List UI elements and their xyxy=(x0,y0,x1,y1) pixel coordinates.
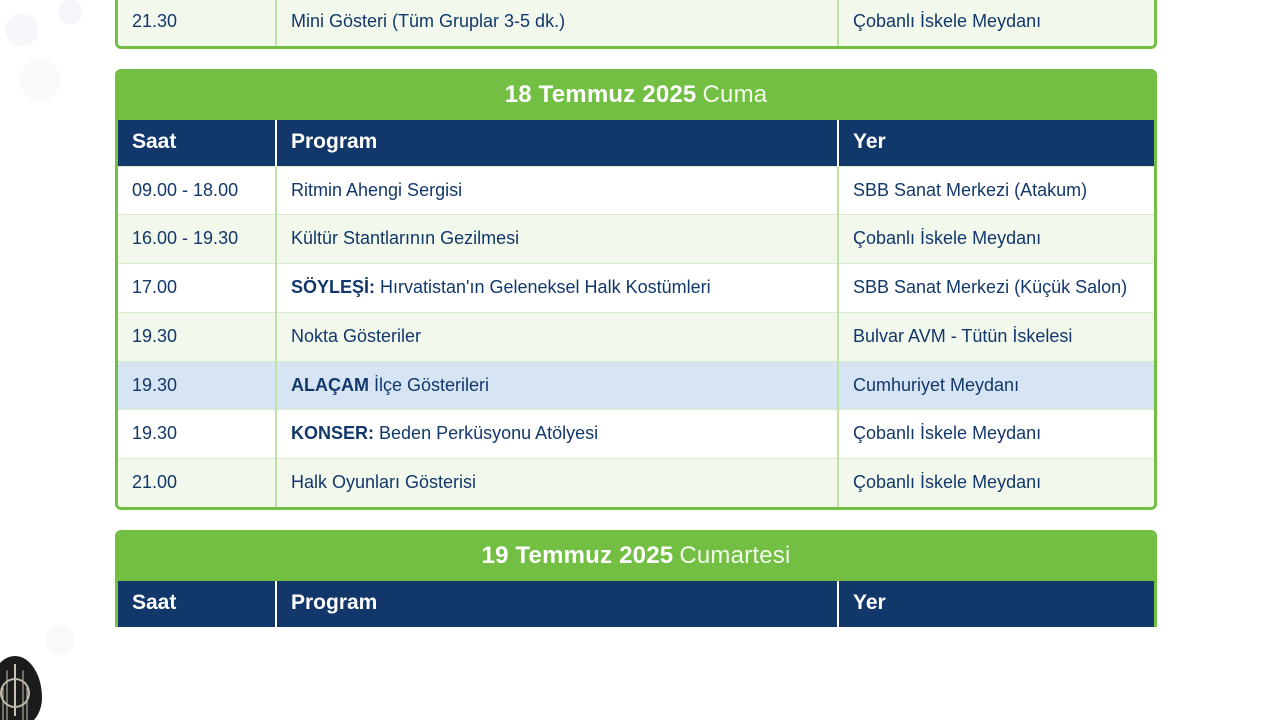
cell-time: 17.00 xyxy=(118,264,276,313)
cell-place: Çobanlı İskele Meydanı xyxy=(838,215,1154,264)
program-label-bold: SÖYLEŞİ: xyxy=(291,277,376,297)
table-row xyxy=(118,264,1154,313)
program-text: İlçe Gösterileri xyxy=(374,374,490,395)
day-block-day-19-temmuz xyxy=(115,530,1157,627)
cell-program xyxy=(276,361,838,410)
cell-time: 16.00 - 19.30 xyxy=(118,215,276,264)
program-text: Hırvatistan'ın Geleneksel Halk Kostümleri xyxy=(380,277,711,297)
cell-place: Çobanlı İskele Meydanı xyxy=(838,410,1154,459)
cell-program xyxy=(276,166,838,215)
program-text: Mini Gösteri (Tüm Gruplar 3-5 dk.) xyxy=(291,10,566,31)
cell-place: Çobanlı İskele Meydanı xyxy=(838,0,1154,46)
day-block-day-cropped-top xyxy=(115,0,1157,49)
column-header-time: Saat xyxy=(118,581,276,627)
table-row xyxy=(118,166,1154,215)
cell-program xyxy=(276,312,838,361)
cell-program xyxy=(276,264,838,313)
cell-place: Bulvar AVM - Tütün İskelesi xyxy=(838,312,1154,361)
cell-place: Çobanlı İskele Meydanı xyxy=(838,459,1154,507)
day-weekday: Cumartesi xyxy=(679,541,791,569)
table-row xyxy=(118,0,1154,46)
cell-time: 19.30 xyxy=(118,312,276,361)
cell-program xyxy=(276,459,838,507)
program-text: Ritmin Ahengi Sergisi xyxy=(291,179,463,200)
table-row xyxy=(118,410,1154,459)
program-text: Nokta Gösteriler xyxy=(291,325,422,346)
day-date: 18 Temmuz 2025 xyxy=(504,80,697,108)
cell-time: 21.00 xyxy=(118,459,276,507)
cell-time: 09.00 - 18.00 xyxy=(118,166,276,215)
cell-time: 21.30 xyxy=(118,0,276,46)
program-label-bold: KONSER: xyxy=(291,423,375,444)
program-text: Beden Perküsyonu Atölyesi xyxy=(379,423,599,444)
decorative-ornament-icon xyxy=(0,656,42,720)
cell-time: 19.30 xyxy=(118,361,276,410)
table-row xyxy=(118,312,1154,361)
program-table xyxy=(118,0,1154,46)
day-date: 19 Temmuz 2025 xyxy=(481,541,674,569)
program-table xyxy=(118,581,1154,627)
program-table xyxy=(118,120,1154,507)
table-row xyxy=(118,215,1154,264)
cell-place: Cumhuriyet Meydanı xyxy=(838,361,1154,410)
column-header-place: Yer xyxy=(838,120,1154,167)
column-header-program: Program xyxy=(276,120,838,167)
cell-place: SBB Sanat Merkezi (Atakum) xyxy=(838,166,1154,215)
table-header-row xyxy=(118,120,1154,167)
program-text: Halk Oyunları Gösterisi xyxy=(291,472,477,492)
column-header-time: Saat xyxy=(118,120,276,167)
cell-program xyxy=(276,410,838,459)
table-row xyxy=(118,361,1154,410)
column-header-program: Program xyxy=(276,581,838,627)
day-header xyxy=(118,533,1154,581)
day-block-day-18-temmuz xyxy=(115,69,1157,510)
column-header-place: Yer xyxy=(838,581,1154,627)
cell-place: SBB Sanat Merkezi (Küçük Salon) xyxy=(838,264,1154,313)
cell-time: 19.30 xyxy=(118,410,276,459)
cell-program xyxy=(276,215,838,264)
program-label-bold: ALAÇAM xyxy=(291,374,369,395)
cell-program xyxy=(276,0,838,46)
day-header xyxy=(118,72,1154,120)
table-header-row xyxy=(118,581,1154,627)
day-weekday: Cuma xyxy=(702,80,768,108)
program-text: Kültür Stantlarının Gezilmesi xyxy=(291,228,520,249)
table-row xyxy=(118,459,1154,507)
